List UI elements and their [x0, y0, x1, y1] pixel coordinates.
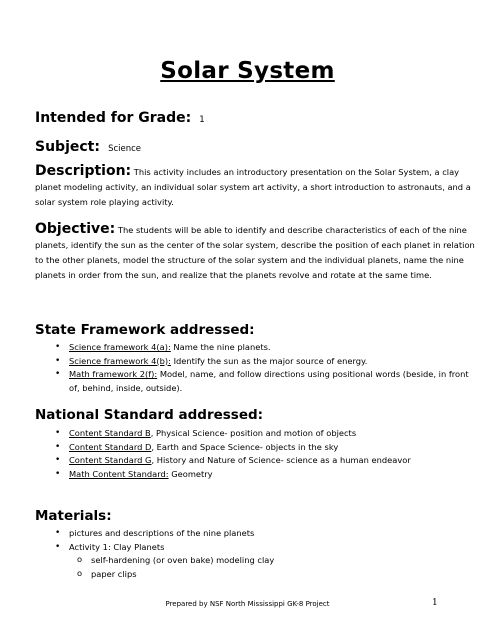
- list-item: • Science framework 4(b): Identify the sun as the major source of energy.: [55, 355, 475, 369]
- description-label: Description:: [35, 163, 132, 179]
- list-item: • pictures and descriptions of the nine planets: [55, 527, 475, 541]
- list-item: • Math Content Standard: Geometry: [55, 468, 475, 482]
- framework-link[interactable]: Math framework 2(f):: [69, 369, 158, 379]
- description-section: [35, 164, 475, 210]
- framework-link[interactable]: Science framework 4(a):: [69, 342, 171, 352]
- list-item: • Science framework 4(a): Name the nine planets.: [55, 341, 475, 355]
- materials-list: [55, 527, 475, 581]
- materials-sublist: [69, 554, 475, 581]
- materials-heading: Materials:: [35, 508, 112, 524]
- description-text: This activity includes an introductory presentation on the Solar System, a clay planet modeling activity, an individual solar system art activity, a short introduction to astronauts, and a solar system role playing activity.: [35, 167, 471, 207]
- sublist-item: o paper clips: [77, 568, 475, 582]
- page-title: Solar System: [160, 58, 335, 84]
- state-framework-list: [55, 341, 475, 395]
- subject-value: Science: [108, 144, 142, 154]
- subject-field: [35, 136, 475, 155]
- page-number: 1: [432, 598, 438, 608]
- subject-label: Subject:: [35, 139, 100, 155]
- framework-link[interactable]: Science framework 4(b):: [69, 355, 171, 366]
- activity-label: Activity 1: Clay Planets: [69, 541, 165, 552]
- grade-label: Intended for Grade:: [35, 110, 192, 126]
- list-item: • Content Standard D, Earth and Space Science- objects in the sky: [55, 441, 475, 455]
- grade-field: [35, 107, 475, 126]
- standard-link[interactable]: Content Standard G: [69, 455, 152, 465]
- list-item: • Math framework 2(f): Model, name, and follow directions using positional words (beside, in front of, behind, inside, outside).: [55, 368, 475, 395]
- footer-text: Prepared by NSF North Mississippi GK-8 Project: [165, 600, 330, 608]
- national-standard-list: [55, 427, 475, 481]
- standard-link[interactable]: Content Standard D: [69, 441, 152, 452]
- list-item: [55, 541, 475, 582]
- list-item: • Content Standard B, Physical Science- position and motion of objects: [55, 427, 475, 441]
- grade-value: 1: [199, 115, 205, 125]
- objective-section: [35, 222, 475, 283]
- state-framework-heading: State Framework addressed:: [35, 322, 255, 338]
- national-standard-heading: National Standard addressed:: [35, 407, 264, 423]
- objective-label: Objective:: [35, 221, 116, 237]
- list-item: • Content Standard G, History and Nature of Science- science as a human endeavor: [55, 454, 475, 468]
- objective-text: The students will be able to identify and describe characteristics of each of the nine planets, identify the sun as the center of the solar system, describe the position of each planet in relation to the other planets, model the structure of the solar system and the individual planets, name the nine planets in order from the sun, and realize that the planets revolve and rotate at the same time.: [35, 225, 475, 280]
- standard-link[interactable]: Content Standard B: [69, 428, 151, 438]
- sublist-item: o self-hardening (or oven bake) modeling clay: [77, 554, 475, 568]
- standard-link[interactable]: Math Content Standard:: [69, 468, 169, 479]
